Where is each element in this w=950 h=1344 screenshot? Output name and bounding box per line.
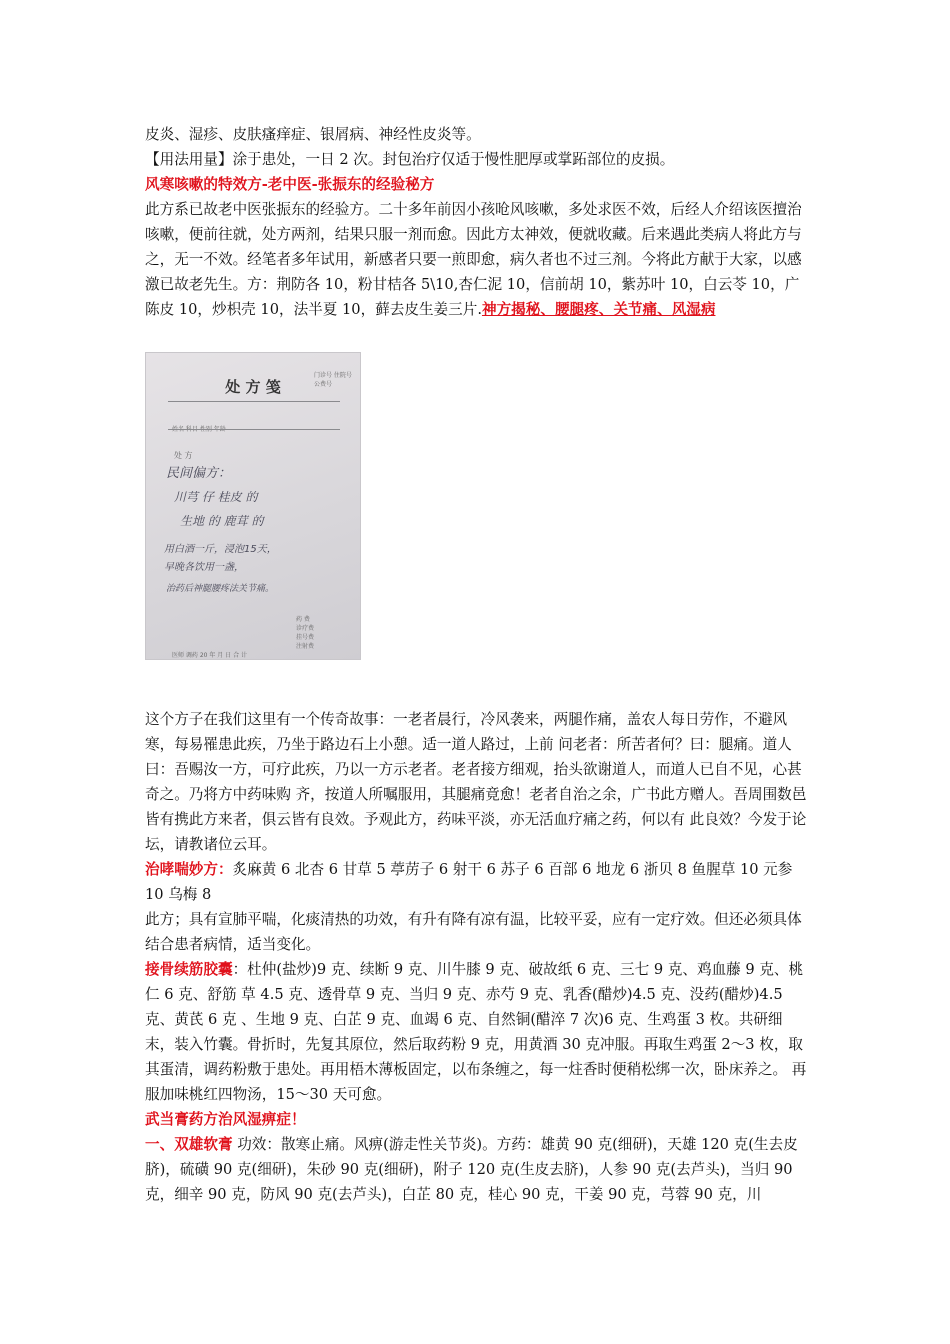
prescription-photo-block xyxy=(145,322,810,707)
intro-line-1: 皮炎、湿疹、皮肤瘙痒症、银屑病、神经性皮炎等。 xyxy=(145,126,481,143)
bone-label: 接骨续筋胶囊 xyxy=(145,961,233,978)
photo-fee-3: 挂号费 xyxy=(296,634,315,641)
prescription-photo xyxy=(145,352,361,660)
photo-fee-4: 注射费 xyxy=(296,643,315,650)
section-title-cough: 风寒咳嗽的特效方-老中医-张振东的经验秘方 xyxy=(145,176,435,193)
photo-hand-4: 用白酒一斤，浸泡15天， xyxy=(164,544,277,555)
section-body-cough xyxy=(145,197,810,322)
section-bone xyxy=(145,957,810,1107)
photo-footer: 医师 调药 20 年 月 日 合 计 xyxy=(172,652,247,659)
photo-fee-2: 诊疗费 xyxy=(296,625,315,632)
photo-hand-6: 治药后神腿腰疼法关节痛。 xyxy=(166,584,275,594)
asthma-body: 炙麻黄 6 北杏 6 甘草 5 葶苈子 6 射干 6 苏子 6 百部 6 地龙 6 浙贝 8 鱼腥草 10 元参 10 乌梅 8 xyxy=(145,861,793,903)
bone-body: ：杜仲(盐炒)9 克、续断 9 克、川牛膝 9 克、破故纸 6 克、三七 9 克、鸡血藤 9 克、桃仁 6 克、舒筋 草 4.5 克、透骨草 9 克、当归 9 克、赤芍 9 克、乳香(醋炒)4.5 克、没药(醋炒)4.5 克、黄芪 6 克 、生地 9 克、白芷 9 克、血竭 6 克、自然铜(醋淬 7 次)6 克、生鸡蛋 3 枚。共研细末，装入竹囊。骨折时，先复其原位，然后取药粉 9 克，用黄酒 30 克冲服。再取生鸡蛋 2～3 枚，取其蛋清，调药粉敷于患处。再用梧木薄板固定，以布条缠之，每一炷香时便稍松绑一次，卧床养之。 再服加味桃红四物汤，15～30 天可愈。 xyxy=(145,961,807,1103)
plaster-label: 一、双雄软膏 xyxy=(145,1136,233,1153)
photo-hand-5: 早晚各饮用一盏， xyxy=(164,562,244,573)
asthma-note: 此方；具有宣肺平喘，化痰清热的功效，有升有降有凉有温，比较平妥，应有一定疗效。但还必须具体结合患者病情，适当变化。 xyxy=(145,911,802,953)
photo-header: 处 方 笺 xyxy=(225,378,281,396)
photo-hand-1: 民间偏方： xyxy=(166,466,232,481)
intro-line-2: 【用法用量】涂于患处，一日 2 次。封包治疗仅适于慢性肥厚或掌跖部位的皮损。 xyxy=(145,151,675,168)
cough-recipe-text: 此方系已故老中医张振东的经验方。二十多年前因小孩呛风咳嗽，多处求医不效，后经人介绍该医擅治咳嗽，便前往就，处方两剂，结果只服一剂而愈。因此方太神效，便就收藏。后来遇此类病人将此方与之，无一不效。经笔者多年试用，新感者只要一煎即愈，病久者也不过三剂。今将此方献于大家，以感激已故老先生。方：荆防各 10，粉甘桔各 5\10,杏仁泥 10，信前胡 10，紫苏叶 10，白云苓 10，广陈皮 10，炒枳壳 10，法半夏 10，藓去皮生姜三片. xyxy=(145,201,802,318)
plaster-body: 功效：散寒止痛。风痹(游走性关节炎)。方药：雄黄 90 克(细研)，天雄 120 克(生去皮脐)，硫磺 90 克(细研)，朱砂 90 克(细研)，附子 120 克(生皮去脐)，人参 90 克(去芦头)，当归 90 克，细辛 90 克，防风 90 克(去芦头)，白芷 80 克，桂心 90 克，干姜 90 克，芎蓉 90 克，川 xyxy=(145,1136,798,1203)
photo-hand-3: 生地 的 鹿茸 的 xyxy=(180,514,264,528)
section-title-wudang: 武当膏药方治风湿痹症！ xyxy=(145,1111,306,1128)
asthma-label: 治哮喘妙方： xyxy=(145,861,233,878)
photo-rx: 处 方 xyxy=(174,451,193,460)
photo-hand-2: 川芎 仔 桂皮 的 xyxy=(174,490,258,504)
photo-top-fields: 门诊号 住院号 公费号 xyxy=(314,372,352,388)
document-page xyxy=(145,122,810,1207)
rheumatism-link[interactable]: 神方揭秘、腰腿疼、关节痛、风湿病 xyxy=(481,301,716,318)
section-asthma xyxy=(145,857,810,907)
section-plaster xyxy=(145,1132,810,1207)
legend-story: 这个方子在我们这里有一个传奇故事：一老者晨行，冷风袭来，两腿作痛，盖农人每日劳作，不避风寒，每易罹患此疾，乃坐于路边石上小憩。适一道人路过，上前 问老者：所苦者何？曰：腿痛。道人曰：吾赐汝一方，可疗此疾，乃以一方示老者。老者接方细观，抬头欲谢道人，而道人已自不见，心甚奇之。乃将方中药味购 齐，按道人所嘱服用，其腿痛竟愈！老者自治之余，广书此方赠人。吾周围数邑皆有携此方来者，俱云皆有良效。予观此方，药味平淡，亦无活血疗痛之药，何以有 此良效？今发于论坛，请教诸位云耳。 xyxy=(145,711,807,853)
photo-fee-1: 药 费 xyxy=(296,616,310,623)
